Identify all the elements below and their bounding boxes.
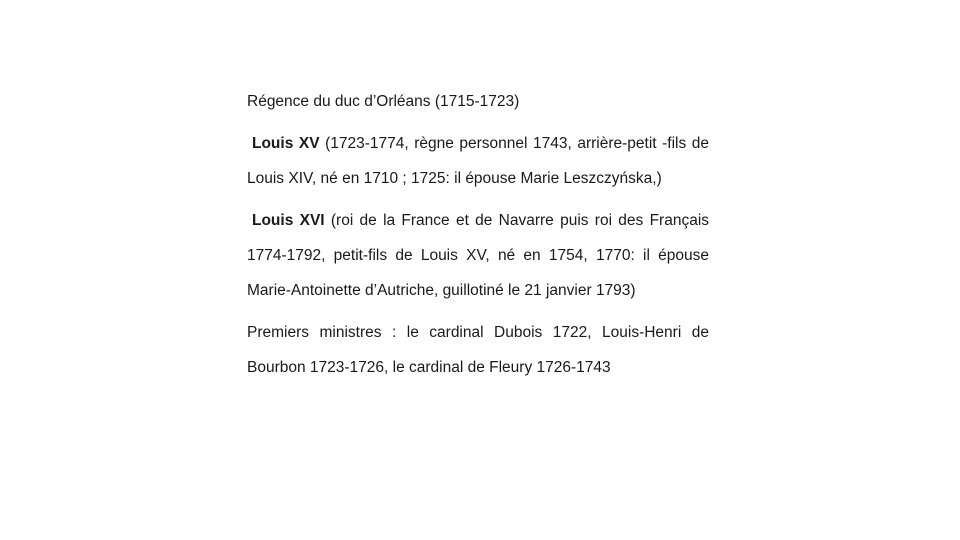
paragraph-regence [247, 84, 709, 119]
louis-xv-name: Louis XV [252, 135, 320, 152]
louis-xvi-description: (roi de la France et de Navarre puis roi des Français 1774-1792, petit-fils de Louis XV, né en 1754, 1770: il épouse Marie-Antoinette d’Autriche, guillotiné le 21 janvier 1793) [247, 212, 710, 299]
louis-xvi-name: Louis XVI [252, 212, 325, 229]
regence-text: Régence du duc d’Orléans (1715-1723) [247, 93, 520, 110]
louis-xv-description: (1723-1774, règne personnel 1743, arrière-petit -fils de Louis XIV, né en 1710 ; 1725: il épouse Marie Leszczyńska,) [247, 135, 709, 187]
paragraph-louis-xvi [247, 203, 709, 308]
paragraph-premiers-ministres [247, 315, 709, 385]
premiers-ministres-text: Premiers ministres : le cardinal Dubois 1722, Louis-Henri de Bourbon 1723-1726, le cardinal de Fleury 1726-1743 [247, 324, 709, 376]
paragraph-louis-xv [247, 126, 709, 196]
text-block [247, 84, 709, 385]
